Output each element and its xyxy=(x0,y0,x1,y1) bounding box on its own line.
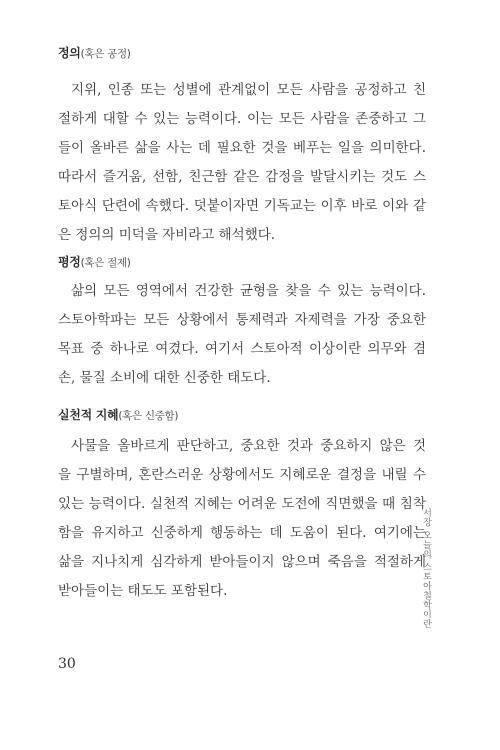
paragraph-line: 사물을 올바르게 판단하고, 중요한 것과 중요하지 않은 것 xyxy=(71,438,426,454)
section-practical-wisdom xyxy=(58,406,426,606)
heading-title: 평정 xyxy=(58,255,81,269)
section-paragraph xyxy=(58,432,426,606)
paragraph-line: 은 정의의 미덕을 자비라고 해석했다. xyxy=(58,227,276,243)
section-heading xyxy=(58,406,426,423)
section-paragraph xyxy=(58,277,426,393)
heading-title: 실천적 지혜 xyxy=(58,408,119,422)
running-head: 서장 오늘의 스토아철학이란 xyxy=(421,508,431,629)
section-heading xyxy=(58,253,426,270)
paragraph-line: 함을 유지하고 신중하게 행동하는 데 도움이 된다. 여기에는 xyxy=(58,525,426,541)
heading-title: 정의 xyxy=(58,46,81,60)
heading-subtitle: (혹은 공정) xyxy=(80,48,131,60)
section-temperance xyxy=(58,253,426,393)
paragraph-line: 삶을 지나치게 심각하게 받아들이지 않으며 죽음을 적절하게 xyxy=(58,554,426,570)
paragraph-line: 목표 중 하나로 여겼다. 여기서 스토아적 이상이란 의무와 겸 xyxy=(58,341,426,357)
paragraph-line: 손, 물질 소비에 대한 신중한 태도다. xyxy=(58,370,271,386)
paragraph-line: 토아식 단련에 속했다. 덧붙이자면 기독교는 이후 바로 이와 같 xyxy=(58,198,426,214)
paragraph-line: 있는 능력이다. 실천적 지혜는 어려운 도전에 직면했을 때 침착 xyxy=(58,496,426,512)
section-justice xyxy=(58,44,426,250)
paragraph-line: 지위, 인종 또는 성별에 관계없이 모든 사람을 공정하고 친 xyxy=(71,82,426,98)
section-heading xyxy=(58,44,426,61)
paragraph-line: 따라서 즐거움, 선함, 친근함 같은 감정을 발달시키는 것도 스 xyxy=(58,169,426,185)
paragraph-line: 스토아학파는 모든 상황에서 통제력과 자제력을 가장 중요한 xyxy=(58,312,426,328)
paragraph-line: 받아들이는 태도도 포함된다. xyxy=(58,583,228,599)
heading-subtitle: (혹은 신중함) xyxy=(118,410,179,422)
page-number: 30 xyxy=(58,656,76,672)
paragraph-line: 을 구별하며, 혼란스러운 상황에서도 지혜로운 결정을 내릴 수 xyxy=(58,467,426,483)
section-paragraph xyxy=(58,76,426,250)
heading-subtitle: (혹은 절제) xyxy=(80,257,131,269)
paragraph-line: 절하게 대할 수 있는 능력이다. 이는 모든 사람을 존중하고 그 xyxy=(58,111,426,127)
paragraph-line: 삶의 모든 영역에서 건강한 균형을 찾을 수 있는 능력이다. xyxy=(71,283,426,299)
paragraph-line: 들이 올바른 삶을 사는 데 필요한 것을 베푸는 일을 의미한다. xyxy=(58,140,426,156)
